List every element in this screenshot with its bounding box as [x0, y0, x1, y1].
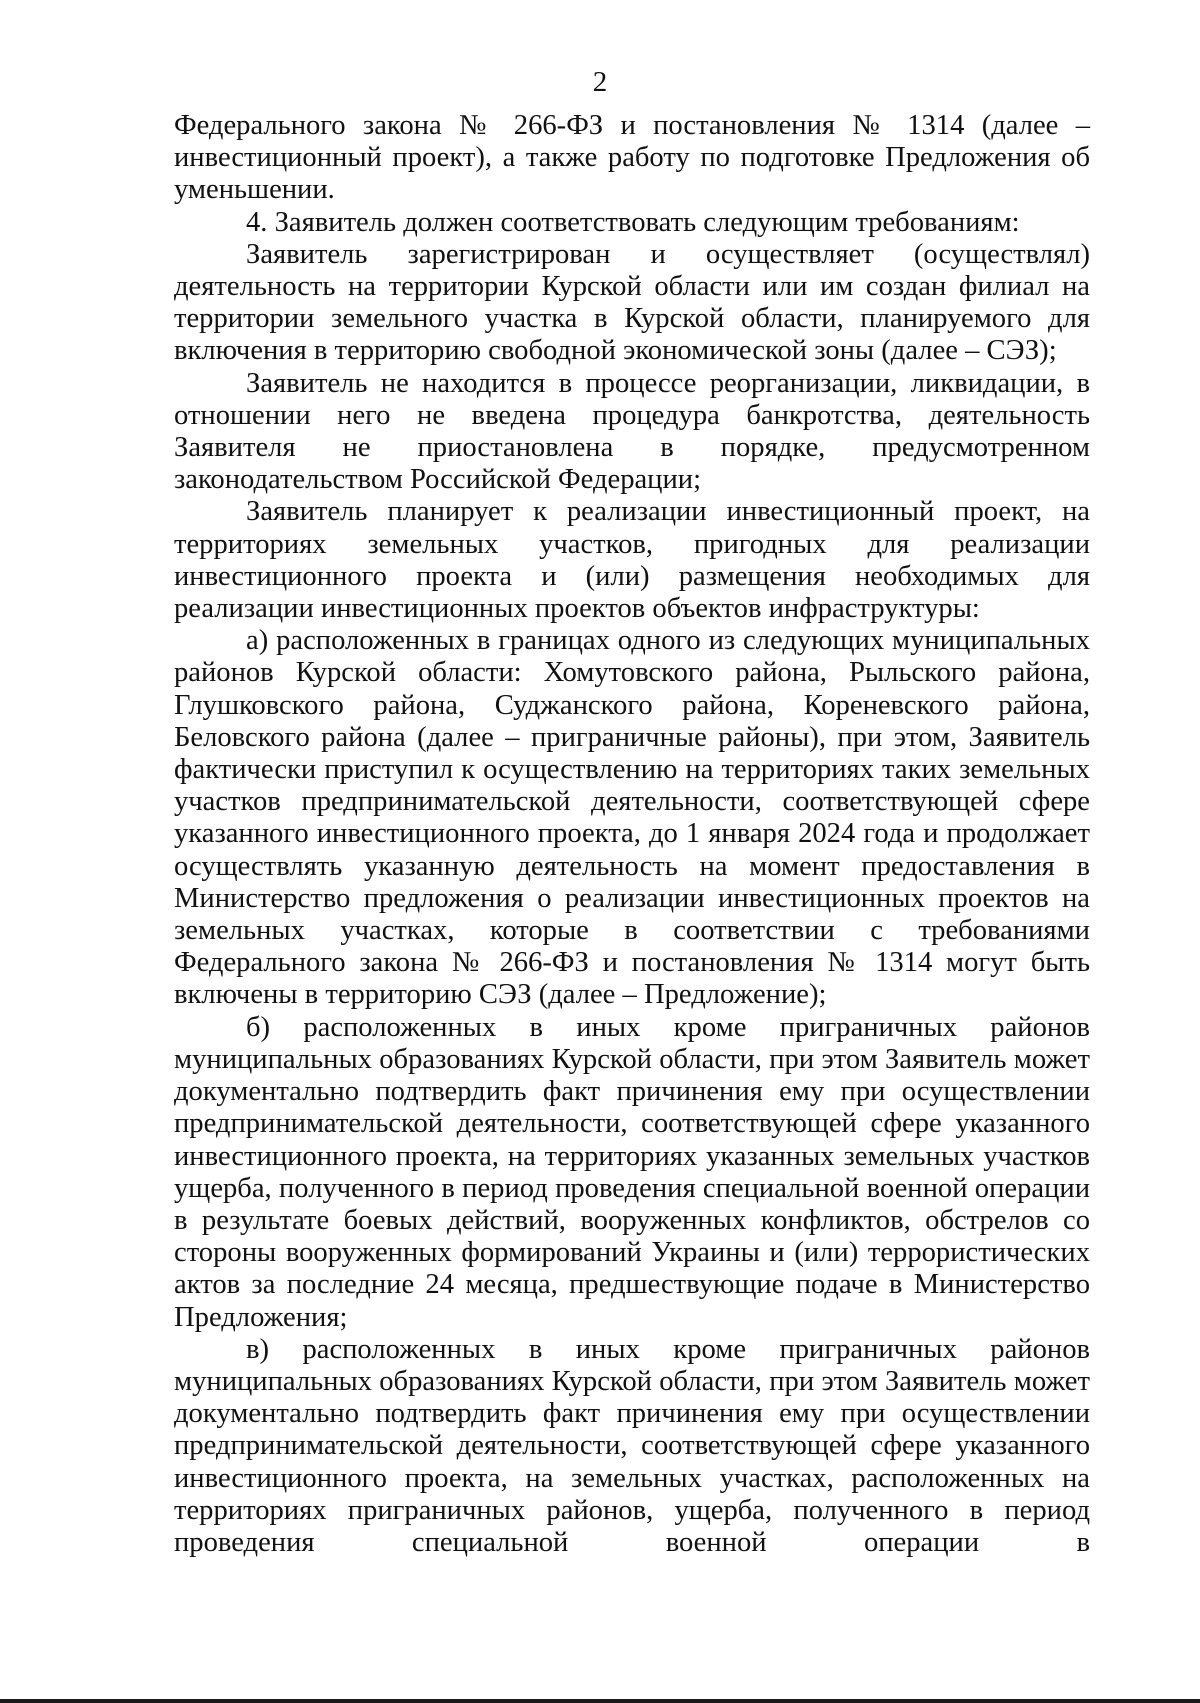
paragraph-reorganization-requirement: Заявитель не находится в процессе реорганизации, ликвидации, в отношении него не введена процедура банкротства, деятельность Заявителя не приостановлена в порядке, предусмотренном законодательством Российской Федерации;	[174, 367, 1090, 496]
paragraph-registration-requirement: Заявитель зарегистрирован и осуществляет (осуществлял) деятельность на территории Курской области или им создан филиал на территории земельного участка в Курской области, планируемого для включения в территорию свободной экономической зоны (далее – СЭЗ);	[174, 238, 1090, 367]
paragraph-requirements-heading: 4. Заявитель должен соответствовать следующим требованиям:	[246, 206, 1020, 238]
page-number: 2	[592, 66, 608, 98]
paragraph-item-b: б) расположенных в иных кроме приграничных районов муниципальных образованиях Курской области, при этом Заявитель может документально подтвердить факт причинения ему при осуществлении предпринимательской деятельности, соответствующей сфере указанного инвестиционного проекта, на территориях указанных земельных участков ущерба, полученного в период проведения специальной военной операции в результате боевых действий, вооруженных конфликтов, обстрелов со стороны вооруженных формирований Украины и (или) террористических актов за последние 24 месяца, предшествующие подаче в Министерство Предложения;	[174, 1011, 1090, 1333]
scan-bottom-edge	[0, 1699, 1200, 1703]
paragraph-continuation: Федерального закона № 266-ФЗ и постановления № 1314 (далее – инвестиционный проект), а также работу по подготовке Предложения об уменьшении.	[174, 110, 1090, 206]
paragraph-item-a: а) расположенных в границах одного из следующих муниципальных районов Курской области: Хомутовского района, Рыльского района, Глушковского района, Суджанского района, Кореневского района, Беловского района (далее – приграничные районы), при этом, Заявитель фактически приступил к осуществлению на территориях таких земельных участков предпринимательской деятельности, соответствующей сфере указанного инвестиционного проекта, до 1 января 2024 года и продолжает осуществлять указанную деятельность на момент предоставления в Министерство предложения о реализации инвестиционных проектов на земельных участках, которые в соответствии с требованиями Федерального закона № 266-ФЗ и постановления № 1314 могут быть включены в территорию СЭЗ (далее – Предложение);	[174, 625, 1090, 1011]
paragraph-item-v: в) расположенных в иных кроме приграничных районов муниципальных образованиях Курской области, при этом Заявитель может документально подтвердить факт причинения ему при осуществлении предпринимательской деятельности, соответствующей сфере указанного инвестиционного проекта, на земельных участках, расположенных на территориях приграничных районов, ущерба, полученного в период проведения специальной военной операции в	[174, 1333, 1090, 1558]
document-body	[174, 110, 1090, 1559]
paragraph-investment-plan: Заявитель планирует к реализации инвестиционный проект, на территориях земельных участков, пригодных для реализации инвестиционного проекта и (или) размещения необходимых для реализации инвестиционных проектов объектов инфраструктуры:	[174, 496, 1090, 625]
